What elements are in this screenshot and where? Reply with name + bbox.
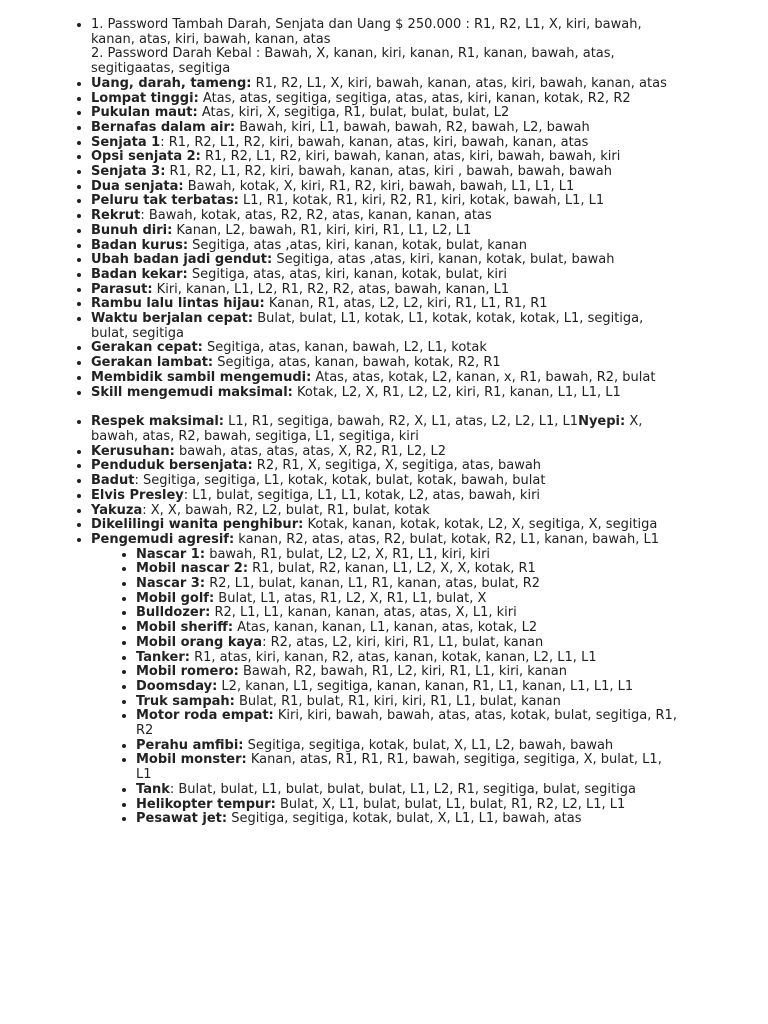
cheat-code: Bulat, bulat, L1, kotak, L1, kotak, kotak, kotak, L1, segitiga, bulat, segitiga (91, 311, 644, 341)
cheat-code: : X, X, bawah, R2, L2, bulat, R1, bulat, kotak (142, 502, 430, 518)
cheat-item (91, 356, 681, 371)
cheat-code: : R1, R2, L1, R2, kiri, bawah, kanan, atas, kiri, bawah, kanan, atas (160, 134, 589, 150)
cheat-name: Penduduk bersenjata: (91, 458, 253, 474)
vehicle-item (136, 812, 681, 827)
cheat-code: R2, L1, bulat, kanan, L1, R1, kanan, atas, bulat, R2 (205, 576, 541, 592)
cheat-item (91, 518, 681, 533)
cheat-code: Segitiga, atas ,atas, kiri, kanan, kotak, bulat, kanan (188, 237, 527, 253)
cheat-name: Rekrut (91, 208, 141, 224)
cheat-item (91, 386, 681, 401)
vehicle-cheat-list (91, 548, 681, 827)
cheat-name: Pukulan maut: (91, 105, 198, 121)
cheat-name: Nascar 3: (136, 576, 206, 592)
cheat-item (91, 459, 681, 474)
cheat-name: Elvis Presley (91, 487, 184, 503)
vehicle-item (136, 651, 681, 666)
password-line-1: • 1. Password Tambah Darah, Senjata dan Uang $ 250.000 : R1, R2, L1, X, kiri, bawah, kanan, atas, kiri, bawah, kanan, atas (91, 17, 642, 47)
top-cheat-list (0, 0, 681, 400)
cheat-name: Perahu amfibi: (136, 737, 244, 753)
cheat-name: Nyepi: (578, 414, 626, 430)
cheat-item (91, 106, 681, 121)
cheat-name: Badan kekar: (91, 266, 188, 282)
cheat-code: Atas, atas, segitiga, segitiga, atas, atas, kiri, kanan, kotak, R2, R2 (198, 90, 631, 106)
mid-cheat-list (0, 415, 681, 827)
cheat-code: R1, atas, kiri, kanan, R2, atas, kanan, kotak, kanan, L2, L1, L1 (189, 649, 597, 665)
cheat-item (91, 415, 681, 444)
cheat-name: Lompat tinggi: (91, 90, 199, 106)
cheat-code: X, bawah, atas, R2, bawah, segitiga, L1, segitiga, kiri (91, 414, 643, 444)
cheat-item (91, 239, 681, 254)
cheat-name: Mobil sheriff: (136, 620, 234, 636)
cheat-name: Kerusuhan: (91, 443, 175, 459)
cheat-name: Yakuza (91, 502, 143, 518)
cheat-item (91, 489, 681, 504)
password-intro-item (91, 18, 681, 77)
cheat-code: Bulat, L1, atas, R1, L2, X, R1, L1, bulat, X (214, 590, 487, 606)
cheat-name: Rambu lalu lintas hijau: (91, 296, 265, 312)
cheat-code: L2, kanan, L1, segitiga, kanan, kanan, R1, L1, kanan, L1, L1, L1 (217, 678, 634, 694)
vehicle-item (136, 680, 681, 695)
vehicle-item (136, 548, 681, 563)
cheat-code: Kotak, L2, X, R1, L2, L2, kiri, R1, kanan, L1, L1, L1 (292, 384, 621, 400)
cheat-code: Atas, kanan, kanan, L1, kanan, atas, kotak, L2 (233, 620, 538, 636)
cheat-code: Kanan, R1, atas, L2, L2, kiri, R1, L1, R1, R1 (264, 296, 548, 312)
vehicle-item (136, 753, 681, 782)
cheat-item (91, 297, 681, 312)
vehicle-item (136, 665, 681, 680)
cheat-code: L1, R1, kotak, R1, kiri, R2, R1, kiri, kotak, bawah, L1, L1 (238, 193, 605, 209)
cheat-code: Bulat, X, L1, bulat, bulat, L1, bulat, R1, R2, L2, L1, L1 (275, 796, 626, 812)
cheat-code: : R2, atas, L2, kiri, kiri, R1, L1, bulat, kanan (262, 634, 544, 650)
cheat-item (91, 150, 681, 165)
vehicle-item (136, 798, 681, 813)
cheat-item (91, 224, 681, 239)
cheat-name: Doomsday: (136, 678, 218, 694)
cheat-code: Segitiga, atas, kanan, bawah, kotak, R2, R1 (213, 355, 501, 371)
cheat-name: Badan kurus: (91, 237, 189, 253)
cheat-code: Segitiga, atas, atas, kiri, kanan, kotak, bulat, kiri (187, 266, 507, 282)
cheat-code: Atas, kiri, X, segitiga, R1, bulat, bulat, bulat, L2 (197, 105, 510, 121)
cheat-item (91, 253, 681, 268)
cheat-item (91, 136, 681, 151)
cheat-code: Bawah, kiri, L1, bawah, bawah, R2, bawah, L2, bawah (235, 119, 590, 135)
cheat-name: Skill mengemudi maksimal: (91, 384, 293, 400)
cheat-code: Segitiga, segitiga, kotak, bulat, X, L1, L1, bawah, atas (227, 811, 582, 827)
cheat-name: Uang, darah, tameng: (91, 75, 252, 91)
cheat-code: Kotak, kanan, kotak, kotak, L2, X, segitiga, X, segitiga (303, 517, 658, 533)
cheat-item (91, 121, 681, 136)
cheat-item (91, 504, 681, 519)
vehicle-item (136, 783, 681, 798)
cheat-code: Kiri, kanan, L1, L2, R1, R2, R2, atas, bawah, kanan, L1 (152, 281, 510, 297)
cheat-name: Peluru tak terbatas: (91, 193, 239, 209)
cheat-code: bawah, R1, bulat, L2, L2, X, R1, L1, kiri, kiri (205, 546, 491, 562)
cheat-code: R1, bulat, R2, kanan, L1, L2, X, X, kotak, R1 (248, 561, 536, 577)
cheat-item (91, 371, 681, 386)
cheat-code: bawah, atas, atas, atas, X, R2, R1, L2, L2 (174, 443, 447, 459)
cheat-name: Nascar 1: (136, 546, 206, 562)
cheat-name: Pengemudi agresif: (91, 531, 235, 547)
cheat-item (91, 341, 681, 356)
cheat-code: kanan, R2, atas, atas, R2, bulat, kotak, R2, L1, kanan, bawah, L1 (234, 531, 660, 547)
cheat-code: Bawah, R2, bawah, R1, L2, kiri, R1, L1, kiri, kanan (238, 664, 567, 680)
password-line-2: 2. Password Darah Kebal : Bawah, X, kanan, kiri, kanan, R1, kanan, bawah, atas, segitigaatas, segitiga (91, 46, 615, 77)
vehicle-item (136, 592, 681, 607)
cheat-name: Dikelilingi wanita penghibur: (91, 517, 304, 533)
cheat-name: Bunuh diri: (91, 222, 173, 238)
cheat-name: Bernafas dalam air: (91, 119, 236, 135)
cheat-code: Segitiga, atas ,atas, kiri, kanan, kotak, bulat, bawah (272, 252, 615, 268)
vehicle-item (136, 621, 681, 636)
cheat-name: Tanker: (136, 649, 190, 665)
cheat-name: Pesawat jet: (136, 811, 228, 827)
cheat-code: Bulat, R1, bulat, R1, kiri, kiri, R1, L1, bulat, kanan (234, 693, 561, 709)
cheat-code: : Bulat, bulat, L1, bulat, bulat, bulat, L1, L2, R1, segitiga, bulat, segitiga (169, 781, 636, 797)
cheat-item (91, 92, 681, 107)
cheat-code: : Bawah, kotak, atas, R2, R2, atas, kanan, kanan, atas (140, 208, 492, 224)
cheat-name: Senjata 3: (91, 164, 166, 180)
cheat-name: Motor roda empat: (136, 708, 274, 724)
cheat-code: Kanan, atas, R1, R1, R1, bawah, segitiga, segitiga, X, bulat, L1, L1 (136, 752, 662, 783)
cheat-item (91, 165, 681, 180)
cheat-name: Opsi senjata 2: (91, 149, 201, 165)
cheat-name: Mobil golf: (136, 590, 215, 606)
cheat-item (91, 283, 681, 298)
cheat-item (91, 268, 681, 283)
cheat-item (91, 209, 681, 224)
cheat-name: Waktu berjalan cepat: (91, 311, 254, 327)
cheat-code: R1, R2, L1, R2, kiri, bawah, kanan, atas, kiri, bawah, bawah, kiri (200, 149, 621, 165)
vehicle-item (136, 739, 681, 754)
cheat-name: Tank (136, 781, 170, 797)
vehicle-item (136, 577, 681, 592)
cheat-name: Bulldozer: (136, 605, 211, 621)
cheat-item (91, 194, 681, 209)
cheat-name: Gerakan lambat: (91, 355, 214, 371)
cheat-code: Segitiga, segitiga, kotak, bulat, X, L1, L2, bawah, bawah (243, 737, 614, 753)
cheat-code: Kiri, kiri, bawah, bawah, atas, atas, kotak, bulat, segitiga, R1, R2 (136, 708, 677, 739)
vehicle-item (136, 636, 681, 651)
cheat-code: R2, R1, X, segitiga, X, segitiga, atas, bawah (252, 458, 542, 474)
cheat-code: : L1, bulat, segitiga, L1, L1, kotak, L2, atas, bawah, kiri (183, 487, 541, 503)
cheat-code: : Segitiga, segitiga, L1, kotak, kotak, bulat, kotak, bawah, bulat (134, 473, 546, 489)
vehicle-item (136, 562, 681, 577)
cheat-name: Dua senjata: (91, 178, 184, 194)
cheat-name: Mobil nascar 2: (136, 561, 249, 577)
cheat-name: Senjata 1 (91, 134, 161, 150)
vehicle-item (136, 695, 681, 710)
cheat-name: Gerakan cepat: (91, 340, 203, 356)
cheat-code: Kanan, L2, bawah, R1, kiri, kiri, R1, L1, L2, L1 (172, 222, 472, 238)
cheat-name: Helikopter tempur: (136, 796, 276, 812)
cheat-item (91, 445, 681, 460)
cheat-code: R1, R2, L1, X, kiri, bawah, kanan, atas, kiri, bawah, kanan, atas (251, 75, 667, 91)
cheat-code: R1, R2, L1, R2, kiri, bawah, kanan, atas, kiri , bawah, bawah, bawah (165, 164, 612, 180)
cheat-code: L1, R1, segitiga, bawah, R2, X, L1, atas, L2, L2, L1, L1 (224, 414, 579, 430)
cheat-name: Truk sampah: (136, 693, 235, 709)
cheat-name: Mobil romero: (136, 664, 239, 680)
vehicle-item (136, 606, 681, 621)
cheat-item (91, 533, 681, 827)
cheat-name: Membidik sambil mengemudi: (91, 369, 312, 385)
cheat-code: R2, L1, L1, kanan, kanan, atas, atas, X, L1, kiri (210, 605, 517, 621)
cheat-name: Badut (91, 473, 135, 489)
cheat-name: Mobil orang kaya (136, 634, 263, 650)
cheat-code: Bawah, kotak, X, kiri, R1, R2, kiri, bawah, bawah, L1, L1, L1 (183, 178, 575, 194)
cheat-code: Atas, atas, kotak, L2, kanan, x, R1, bawah, R2, bulat (311, 369, 656, 385)
cheat-name: Parasut: (91, 281, 153, 297)
cheat-name: Respek maksimal: (91, 414, 224, 430)
cheat-name: Mobil monster: (136, 752, 247, 768)
cheat-item (91, 77, 681, 92)
vehicle-item (136, 709, 681, 738)
cheat-name: Ubah badan jadi gendut: (91, 252, 273, 268)
cheat-item (91, 474, 681, 489)
cheat-code: Segitiga, atas, kanan, bawah, L2, L1, kotak (202, 340, 487, 356)
cheat-item (91, 312, 681, 341)
cheat-item (91, 180, 681, 195)
